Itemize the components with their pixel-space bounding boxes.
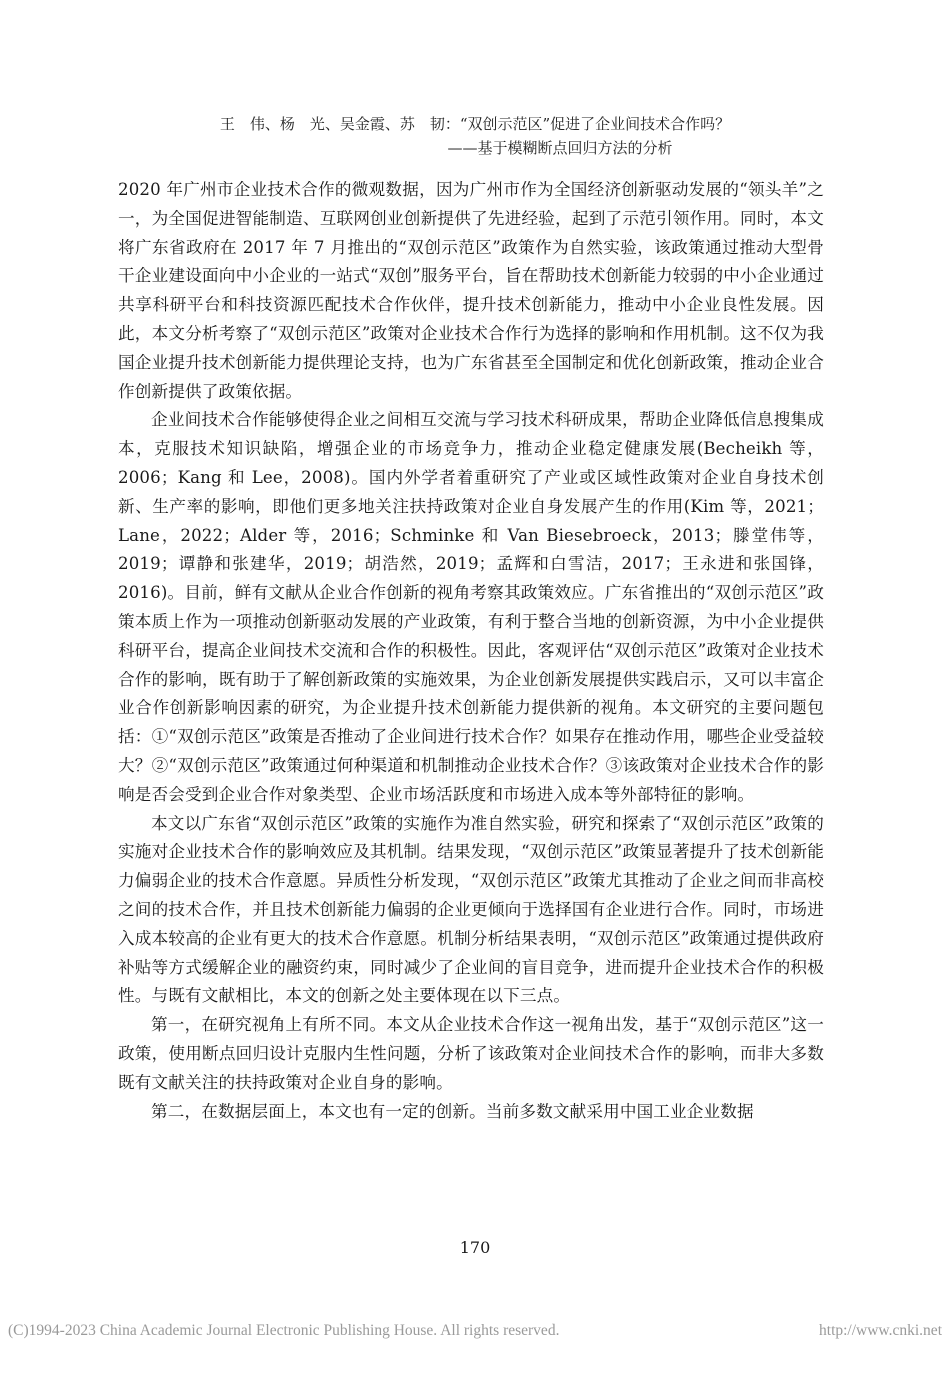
article-body xyxy=(118,176,824,1126)
copyright-text: (C)1994-2023 China Academic Journal Electronic Publishing House. All rights reserved. xyxy=(8,1322,560,1339)
running-header xyxy=(0,112,950,160)
paragraph: 企业间技术合作能够使得企业之间相互交流与学习技术科研成果，帮助企业降低信息搜集成本，克服技术知识缺陷，增强企业的市场竞争力，推动企业稳定健康发展(Becheikh 等，2006；Kang 和 Lee，2008)。国内外学者着重研究了产业或区域性政策对企业自身技术创新、生产率的影响，即他们更多地关注扶持政策对企业自身发展产生的作用(Kim 等，2021；Lane，2022；Alder 等，2016；Schminke 和 Van Biesebroeck，2013；滕堂伟等，2019；谭静和张建华，2019；胡浩然，2019；孟辉和白雪洁，2017；王永进和张国锋，2016)。目前，鲜有文献从企业合作创新的视角考察其政策效应。广东省推出的“双创示范区”政策本质上作为一项推动创新驱动发展的产业政策，有利于整合当地的创新资源，为中小企业提供科研平台，提高企业间技术交流和合作的积极性。因此，客观评估“双创示范区”政策对企业技术合作的影响，既有助于了解创新政策的实施效果，为企业创新发展提供实践启示，又可以丰富企业合作创新影响因素的研究，为企业提升技术创新能力提供新的视角。本文研究的主要问题包括：①“双创示范区”政策是否推动了企业间进行技术合作？如果存在推动作用，哪些企业受益较大？②“双创示范区”政策通过何种渠道和机制推动企业技术合作？③该政策对企业技术合作的影响是否会受到企业合作对象类型、企业市场活跃度和市场进入成本等外部特征的影响。 xyxy=(118,410,824,804)
page-number: 170 xyxy=(459,1238,491,1257)
cnki-footer xyxy=(8,1322,942,1340)
paragraph: 2020 年广州市企业技术合作的微观数据，因为广州市作为全国经济创新驱动发展的“领头羊”之一，为全国促进智能制造、互联网创业创新提供了先进经验，起到了示范引领作用。同时，本文将广东省政府在 2017 年 7 月推出的“双创示范区”政策作为自然实验，该政策通过推动大型骨干企业建设面向中小企业的一站式“双创”服务平台，旨在帮助技术创新能力较弱的中小企业通过共享科研平台和科技资源匹配技术合作伙伴，提升技术创新能力，推动中小企业良性发展。因此，本文分析考察了“双创示范区”政策对企业技术合作行为选择的影响和作用机制。这不仅为我国企业提升技术创新能力提供理论支持，也为广东省甚至全国制定和优化创新政策，推动企业合作创新提供了政策依据。 xyxy=(118,180,824,401)
header-title: 王 伟、杨 光、吴金霞、苏 韧：“双创示范区”促进了企业间技术合作吗？ xyxy=(219,115,731,133)
paragraph: 第一，在研究视角上有所不同。本文从企业技术合作这一视角出发，基于“双创示范区”这一政策，使用断点回归设计克服内生性问题，分析了该政策对企业间技术合作的影响，而非大多数既有文献关注的扶持政策对企业自身的影响。 xyxy=(118,1015,824,1092)
paragraph: 本文以广东省“双创示范区”政策的实施作为准自然实验，研究和探索了“双创示范区”政策的实施对企业技术合作的影响效应及其机制。结果发现，“双创示范区”政策显著提升了技术创新能力偏弱企业的技术合作意愿。异质性分析发现，“双创示范区”政策尤其推动了企业之间而非高校之间的技术合作，并且技术创新能力偏弱的企业更倾向于选择国有企业进行合作。同时，市场进入成本较高的企业有更大的技术合作意愿。机制分析结果表明，“双创示范区”政策通过提供政府补贴等方式缓解企业的融资约束，同时减少了企业间的盲目竞争，进而提升企业技术合作的积极性。与既有文献相比，本文的创新之处主要体现在以下三点。 xyxy=(118,813,824,1006)
cnki-link[interactable]: http://www.cnki.net xyxy=(819,1322,942,1339)
header-subtitle: ——基于模糊断点回归方法的分析 xyxy=(447,139,673,157)
paragraph: 第二，在数据层面上，本文也有一定的创新。当前多数文献采用中国工业企业数据 xyxy=(151,1101,754,1121)
